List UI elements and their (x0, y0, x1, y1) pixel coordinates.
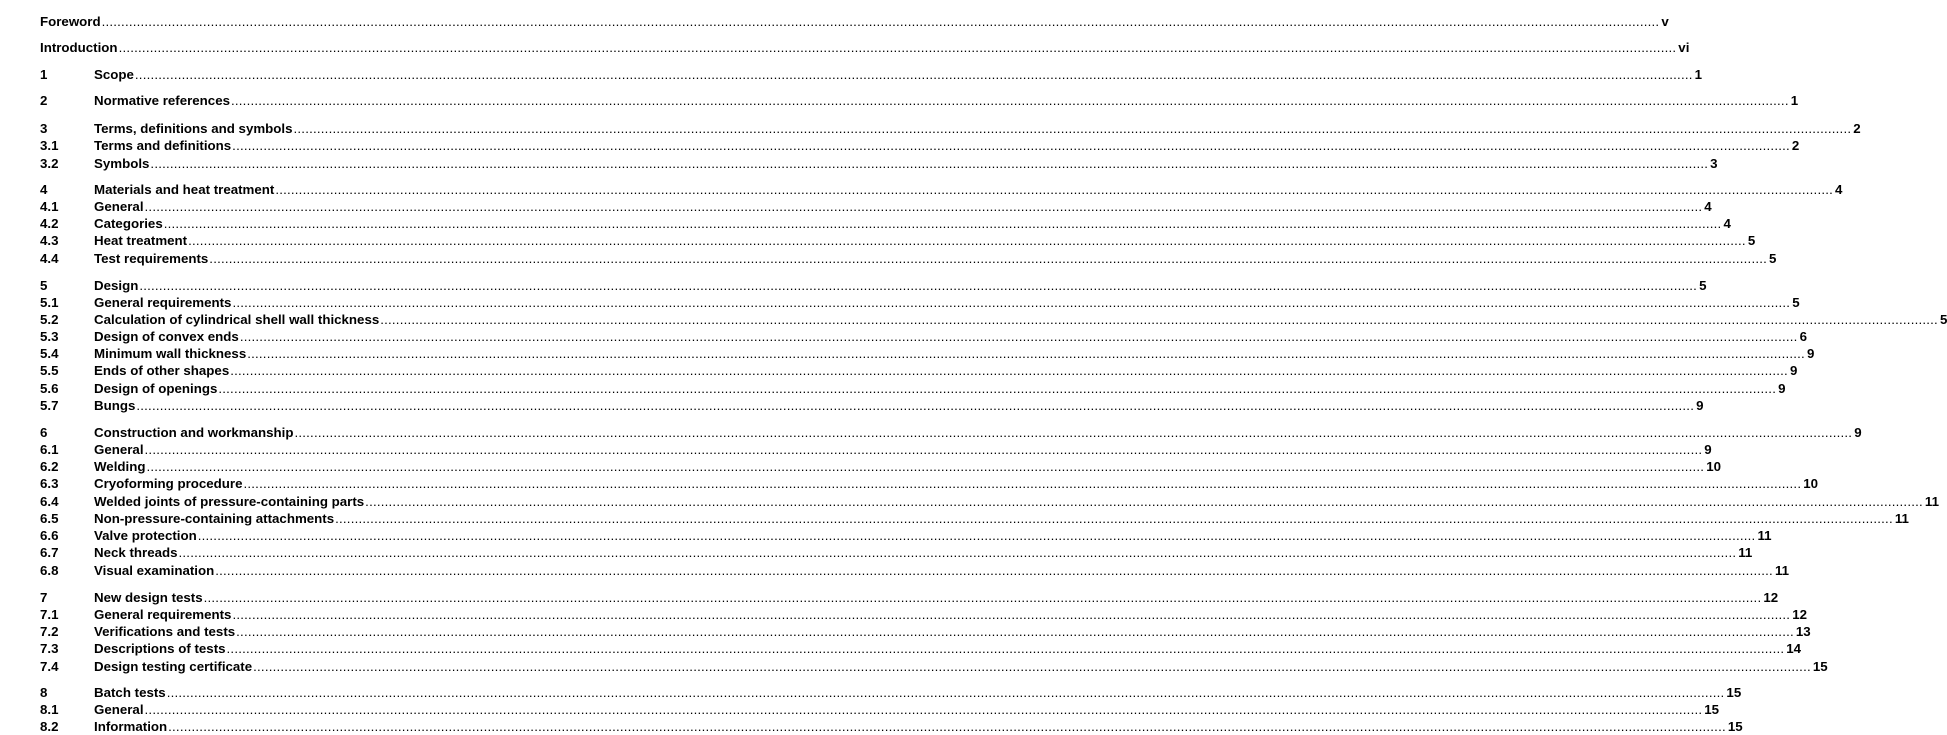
dot-leader: ................................................................................................................................................................................................................................................................................................................................................................................................................ (163, 216, 1722, 231)
toc-entry-page-number: 2 (1853, 121, 1861, 136)
toc-entry-number: 4.2 (40, 216, 59, 231)
toc-entry[interactable] (40, 250, 1777, 267)
toc-entry-page-number: 11 (1924, 494, 1939, 509)
dot-leader: ................................................................................................................................................................................................................................................................................................................................................................................................................ (335, 511, 1893, 526)
dot-leader: ................................................................................................................................................................................................................................................................................................................................................................................................................ (247, 346, 1805, 361)
toc-entry[interactable] (40, 311, 1947, 328)
toc-entry-number: 5.3 (40, 329, 59, 344)
toc-entry-title: General (94, 442, 144, 457)
toc-entry-number: 1 (40, 67, 48, 82)
toc-entry-title: Terms, definitions and symbols (94, 121, 293, 136)
dot-leader: ................................................................................................................................................................................................................................................................................................................................................................................................................ (178, 545, 1737, 560)
dot-leader: ................................................................................................................................................................................................................................................................................................................................................................................................................ (275, 182, 1834, 197)
toc-entry-number: 7.4 (40, 659, 59, 674)
dot-leader: ................................................................................................................................................................................................................................................................................................................................................................................................................ (232, 295, 1791, 310)
toc-entry-title: Scope (94, 67, 134, 82)
toc-entry[interactable] (40, 294, 1800, 311)
toc-entry-title: Valve protection (94, 528, 197, 543)
dot-leader: ................................................................................................................................................................................................................................................................................................................................................................................................................ (146, 459, 1705, 474)
toc-entry-page-number: 12 (1763, 590, 1779, 605)
toc-entry-number: 6.8 (40, 563, 59, 578)
toc-entry-page-number: 11 (1894, 511, 1909, 526)
dot-leader: ................................................................................................................................................................................................................................................................................................................................................................................................................ (293, 121, 1852, 136)
toc-entry[interactable] (40, 362, 1798, 379)
toc-entry[interactable] (40, 277, 1707, 294)
dot-leader: ................................................................................................................................................................................................................................................................................................................................................................................................................ (253, 659, 1811, 674)
dot-leader: ................................................................................................................................................................................................................................................................................................................................................................................................................ (144, 199, 1703, 214)
toc-entry-number: 5.1 (40, 295, 59, 310)
toc-entry-title: Batch tests (94, 685, 166, 700)
toc-entry[interactable] (40, 137, 1800, 154)
dot-leader: ................................................................................................................................................................................................................................................................................................................................................................................................................ (239, 329, 1798, 344)
toc-entry-page-number: 9 (1778, 381, 1786, 396)
toc-entry-title: General requirements (94, 295, 232, 310)
toc-entry-page-number: 9 (1854, 425, 1862, 440)
toc-entry[interactable] (40, 181, 1843, 198)
toc-entry-page-number: 9 (1696, 398, 1704, 413)
dot-leader: ................................................................................................................................................................................................................................................................................................................................................................................................................ (236, 624, 1794, 639)
toc-entry-title: Ends of other shapes (94, 363, 230, 378)
dot-leader: ................................................................................................................................................................................................................................................................................................................................................................................................................ (134, 67, 1693, 82)
toc-entry-title: Welded joints of pressure-containing parts (94, 494, 365, 509)
toc-entry[interactable] (40, 527, 1772, 544)
dot-leader: ................................................................................................................................................................................................................................................................................................................................................................................................................ (144, 442, 1703, 457)
toc-entry[interactable] (40, 120, 1861, 137)
toc-entry-page-number: 10 (1803, 476, 1819, 491)
dot-leader: ................................................................................................................................................................................................................................................................................................................................................................................................................ (230, 363, 1788, 378)
toc-entry-title: Neck threads (94, 545, 178, 560)
toc-entry[interactable] (40, 441, 1712, 458)
toc-entry-page-number: 11 (1757, 528, 1772, 543)
toc-entry-title: Bungs (94, 398, 136, 413)
toc-entry-title: Minimum wall thickness (94, 346, 247, 361)
toc-entry[interactable] (40, 39, 1690, 56)
toc-entry-page-number: 15 (1727, 719, 1743, 734)
toc-entry-title: Verifications and tests (94, 624, 236, 639)
toc-entry[interactable] (40, 155, 1718, 172)
toc-entry-number: 6.7 (40, 545, 59, 560)
toc-entry-page-number: 1 (1790, 93, 1799, 108)
dot-leader: ................................................................................................................................................................................................................................................................................................................................................................................................................ (139, 278, 1698, 293)
toc-entry[interactable] (40, 66, 1703, 83)
toc-entry-number: 5.5 (40, 363, 59, 378)
toc-entry[interactable] (40, 684, 1742, 701)
dot-leader: ................................................................................................................................................................................................................................................................................................................................................................................................................ (232, 607, 1791, 622)
toc-entry-page-number: 2 (1791, 138, 1800, 153)
dot-leader: ................................................................................................................................................................................................................................................................................................................................................................................................................ (380, 312, 1938, 327)
toc-entry[interactable] (40, 589, 1779, 606)
toc-entry-number: 3.1 (40, 138, 59, 153)
toc-entry-page-number: 9 (1704, 442, 1712, 457)
toc-entry[interactable] (40, 232, 1756, 249)
toc-entry-number: 5.6 (40, 381, 59, 396)
toc-entry-title: Visual examination (94, 563, 215, 578)
toc-entry-number: 7.2 (40, 624, 59, 639)
toc-entry-title: General requirements (94, 607, 232, 622)
toc-entry[interactable] (40, 92, 1799, 109)
toc-entry-title: Design (94, 278, 139, 293)
toc-entry-number: 7 (40, 590, 48, 605)
toc-entry-title: Construction and workmanship (94, 425, 294, 440)
toc-entry-title: Design testing certificate (94, 659, 253, 674)
toc-entry-title: New design tests (94, 590, 203, 605)
toc-entry-number: 3.2 (40, 156, 59, 171)
toc-entry-number: 6.6 (40, 528, 59, 543)
toc-entry[interactable] (40, 701, 1720, 718)
toc-entry-title: Descriptions of tests (94, 641, 226, 656)
toc-entry-number: 8.2 (40, 719, 59, 734)
toc-entry-page-number: v (1661, 14, 1669, 29)
toc-entry[interactable] (40, 215, 1731, 232)
toc-entry-title: General (94, 702, 144, 717)
toc-entry[interactable] (40, 623, 1811, 640)
toc-entry[interactable] (40, 424, 1862, 441)
toc-entry-number: 3 (40, 121, 48, 136)
dot-leader: ................................................................................................................................................................................................................................................................................................................................................................................................................ (166, 685, 1725, 700)
toc-entry-number: 5.7 (40, 398, 59, 413)
toc-entry-number: 2 (40, 93, 48, 108)
toc-entry-page-number: 9 (1789, 363, 1798, 378)
toc-entry[interactable] (40, 198, 1712, 215)
dot-leader: ................................................................................................................................................................................................................................................................................................................................................................................................................ (365, 494, 1923, 509)
toc-entry-title: Terms and definitions (94, 138, 232, 153)
toc-entry-number: 5 (40, 278, 48, 293)
toc-entry-number: 6.4 (40, 494, 59, 509)
toc-entry-number: 6.1 (40, 442, 59, 457)
toc-entry[interactable] (40, 718, 1743, 735)
dot-leader: ................................................................................................................................................................................................................................................................................................................................................................................................................ (144, 702, 1703, 717)
toc-entry-page-number: 5 (1792, 295, 1800, 310)
dot-leader: ................................................................................................................................................................................................................................................................................................................................................................................................................ (197, 528, 1756, 543)
toc-entry-number: 5.4 (40, 346, 59, 361)
toc-entry-page-number: 6 (1799, 329, 1807, 344)
toc-entry-number: 6.2 (40, 459, 59, 474)
dot-leader: ................................................................................................................................................................................................................................................................................................................................................................................................................ (215, 563, 1773, 578)
dot-leader: ................................................................................................................................................................................................................................................................................................................................................................................................................ (168, 719, 1726, 734)
toc-entry-number: 6 (40, 425, 48, 440)
dot-leader: ................................................................................................................................................................................................................................................................................................................................................................................................................ (209, 251, 1768, 266)
dot-leader: ................................................................................................................................................................................................................................................................................................................................................................................................................ (226, 641, 1785, 656)
toc-entry[interactable] (40, 658, 1828, 675)
toc-entry[interactable] (40, 475, 1819, 492)
toc-entry-title: Welding (94, 459, 146, 474)
toc-entry[interactable] (40, 345, 1815, 362)
dot-leader: ................................................................................................................................................................................................................................................................................................................................................................................................................ (232, 138, 1790, 153)
toc-entry-number: 4 (40, 182, 48, 197)
toc-entry-page-number: 5 (1769, 251, 1777, 266)
toc-entry-title: General (94, 199, 144, 214)
toc-entry-title: Introduction (40, 40, 118, 55)
toc-entry-page-number: 11 (1774, 563, 1790, 578)
toc-entry[interactable] (40, 380, 1786, 397)
dot-leader: ................................................................................................................................................................................................................................................................................................................................................................................................................ (218, 381, 1777, 396)
toc-entry-page-number: 12 (1792, 607, 1807, 622)
toc-entry-page-number: 4 (1704, 199, 1712, 214)
toc-entry-page-number: 15 (1726, 685, 1742, 700)
toc-entry[interactable] (40, 544, 1753, 561)
toc-entry-title: Design of openings (94, 381, 218, 396)
toc-entry-page-number: 3 (1710, 156, 1718, 171)
toc-entry-number: 4.3 (40, 233, 59, 248)
toc-entry-number: 6.5 (40, 511, 59, 526)
dot-leader: ................................................................................................................................................................................................................................................................................................................................................................................................................ (294, 425, 1853, 440)
toc-entry-number: 4.1 (40, 199, 59, 214)
toc-entry-title: Calculation of cylindrical shell wall thickness (94, 312, 380, 327)
toc-entry-page-number: 10 (1706, 459, 1721, 474)
toc-entry-page-number: 15 (1704, 702, 1720, 717)
toc-entry[interactable] (40, 458, 1721, 475)
toc-entry-number: 8.1 (40, 702, 59, 717)
dot-leader: ................................................................................................................................................................................................................................................................................................................................................................................................................ (243, 476, 1802, 491)
toc-entry-page-number: 5 (1699, 278, 1707, 293)
dot-leader: ................................................................................................................................................................................................................................................................................................................................................................................................................ (150, 156, 1709, 171)
toc-entry-page-number: 15 (1812, 659, 1828, 674)
toc-entry-page-number: 5 (1939, 312, 1947, 327)
dot-leader: ................................................................................................................................................................................................................................................................................................................................................................................................................ (188, 233, 1746, 248)
toc-entry-page-number: 4 (1723, 216, 1731, 231)
dot-leader: ................................................................................................................................................................................................................................................................................................................................................................................................................ (101, 14, 1660, 29)
toc-entry-title: Non-pressure-containing attachments (94, 511, 335, 526)
toc-entry-number: 7.3 (40, 641, 59, 656)
toc-entry-page-number: 5 (1747, 233, 1756, 248)
toc-entry-page-number: 11 (1738, 545, 1753, 560)
toc-entry-page-number: 4 (1835, 182, 1843, 197)
toc-entry-number: 5.2 (40, 312, 59, 327)
toc-entry[interactable] (40, 606, 1807, 623)
dot-leader: ................................................................................................................................................................................................................................................................................................................................................................................................................ (231, 93, 1789, 108)
toc-entry-title: Categories (94, 216, 163, 231)
toc-entry-page-number: vi (1678, 40, 1690, 55)
toc-entry[interactable] (40, 510, 1909, 527)
toc-entry-page-number: 14 (1786, 641, 1802, 656)
toc-entry[interactable] (40, 562, 1790, 579)
toc-entry[interactable] (40, 493, 1939, 510)
toc-entry-page-number: 9 (1806, 346, 1815, 361)
toc-entry-title: Cryoforming procedure (94, 476, 243, 491)
toc-entry-title: Symbols (94, 156, 150, 171)
toc-entry[interactable] (40, 13, 1669, 30)
toc-entry-number: 8 (40, 685, 48, 700)
dot-leader: ................................................................................................................................................................................................................................................................................................................................................................................................................ (118, 40, 1677, 55)
toc-entry[interactable] (40, 328, 1807, 345)
dot-leader: ................................................................................................................................................................................................................................................................................................................................................................................................................ (136, 398, 1695, 413)
toc-entry-title: Information (94, 719, 168, 734)
toc-entry-number: 4.4 (40, 251, 59, 266)
toc-entry-title: Heat treatment (94, 233, 188, 248)
toc-entry-number: 7.1 (40, 607, 59, 622)
toc-entry-page-number: 13 (1795, 624, 1811, 639)
toc-entry-title: Normative references (94, 93, 230, 108)
toc-entry-title: Test requirements (94, 251, 209, 266)
toc-entry-title: Foreword (40, 14, 101, 29)
toc-entry-title: Design of convex ends (94, 329, 239, 344)
toc-entry-title: Materials and heat treatment (94, 182, 275, 197)
toc-entry[interactable] (40, 640, 1802, 657)
toc-entry-page-number: 1 (1694, 67, 1703, 82)
toc-entry-number: 6.3 (40, 476, 59, 491)
toc-entry[interactable] (40, 397, 1704, 414)
dot-leader: ................................................................................................................................................................................................................................................................................................................................................................................................................ (203, 590, 1762, 605)
